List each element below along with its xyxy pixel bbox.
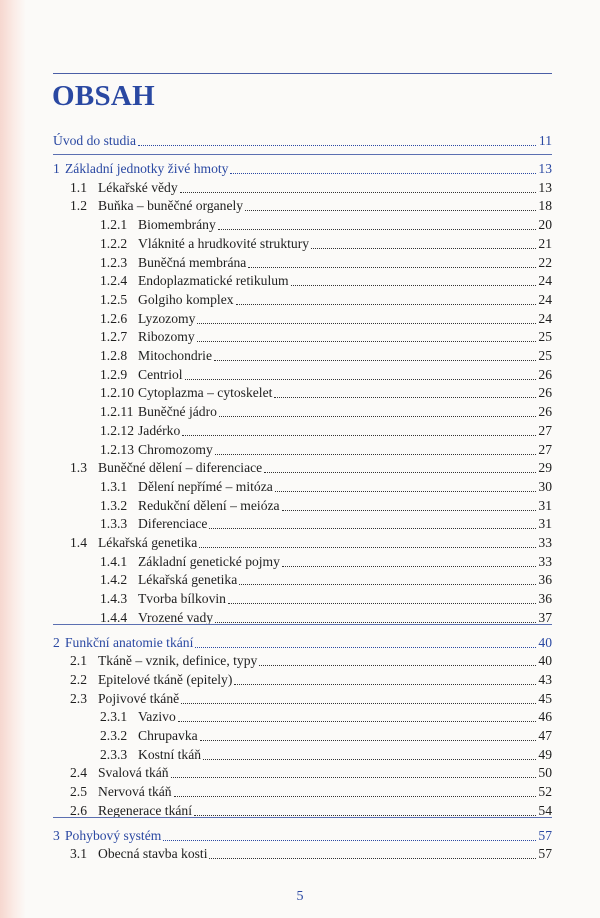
entry-number: 1.4 [70,535,87,550]
dot-leader [180,192,536,193]
entry-page: 27 [538,441,552,457]
entry-number: 2.3.2 [100,728,128,743]
entry-title: Biomembrány [138,217,216,233]
dot-leader [274,397,536,398]
dot-leader [275,491,536,492]
entry-number: 2.1 [70,653,87,669]
toc-subsection[interactable] [100,235,552,252]
entry-title: Základní jednotky živé hmoty [65,161,229,176]
dot-leader [182,435,536,436]
toc-section[interactable] [70,652,552,669]
dot-leader [171,777,536,778]
dot-leader [236,304,536,305]
entry-title: Golgiho komplex [138,291,234,307]
entry-page: 27 [538,422,552,438]
entry-page: 57 [538,846,552,862]
toc-subsection[interactable] [100,254,552,271]
section-divider [53,817,552,818]
toc-section[interactable] [70,764,552,781]
toc-section[interactable] [70,459,552,476]
dot-leader [215,454,536,455]
entry-title: Diferenciace [138,516,208,532]
entry-number: 2.5 [70,784,87,800]
dot-leader [174,796,536,797]
dot-leader [245,210,536,211]
dot-leader [199,547,536,548]
toc-subsection[interactable] [100,384,552,401]
toc-subsection[interactable] [100,571,552,588]
section-divider [53,624,552,625]
entry-page: 49 [538,746,552,762]
entry-page: 29 [538,460,552,476]
entry-page: 40 [538,653,552,669]
section-divider [53,154,552,155]
toc-subsection[interactable] [100,708,552,725]
entry-page: 26 [538,404,552,420]
toc-subsection[interactable] [100,310,552,327]
dot-leader [239,584,536,585]
toc-section[interactable] [70,783,552,800]
entry-number: 1.2.1 [100,217,128,233]
dot-leader [230,173,536,174]
entry-title: Buněčná membrána [138,254,247,270]
entry-page: 40 [538,634,552,650]
entry-number: 1.2.5 [100,291,128,307]
entry-page: 13 [538,179,552,195]
entry-title: Centriol [138,366,183,382]
entry-number: 1.3.3 [100,516,128,532]
toc-section[interactable] [70,179,552,196]
entry-title: Chrupavka [138,728,198,743]
entry-title: Pohybový systém [65,827,162,843]
toc-subsection[interactable] [100,422,552,439]
toc-subsection[interactable] [100,328,552,345]
entry-page: 43 [538,671,552,687]
entry-page: 36 [538,572,552,588]
entry-page: 24 [538,273,552,289]
dot-leader [282,566,536,567]
entry-page: 20 [538,217,552,233]
toc-chapter[interactable] [53,827,552,844]
dot-leader [209,858,536,859]
dot-leader [138,145,536,146]
entry-number: 2.6 [70,802,87,818]
entry-title: Kostní tkáň [138,746,202,762]
toc-subsection[interactable] [100,497,552,514]
entry-title: Vrozené vady [138,609,214,625]
entry-page: 18 [538,198,552,214]
entry-number: 1.2.8 [100,348,128,363]
entry-page: 33 [538,553,552,569]
dot-leader [248,267,536,268]
entry-number: 1.2.4 [100,273,128,289]
toc-subsection[interactable] [100,553,552,570]
entry-number: 1.4.3 [100,591,128,607]
toc-subsection[interactable] [100,727,552,744]
entry-page: 57 [538,827,552,843]
entry-page: 24 [538,310,552,326]
toc-chapter[interactable] [53,160,552,177]
entry-title: Lékařská genetika [98,535,198,550]
entry-page: 37 [538,609,552,625]
entry-number: 1.2.6 [100,310,128,326]
entry-page: 31 [538,497,552,513]
entry-title: Ribozomy [138,329,195,345]
toc-entry-intro[interactable] [53,132,552,149]
entry-page: 30 [538,478,552,494]
toc-subsection[interactable] [100,366,552,383]
entry-title: Lyzozomy [138,310,196,326]
dot-leader [185,379,536,380]
entry-number: 1 [53,161,60,176]
entry-title: Redukční dělení – meióza [138,497,280,513]
entry-title: Svalová tkáň [98,765,169,781]
entry-page: 50 [538,765,552,781]
entry-page: 45 [538,690,552,706]
entry-page: 11 [538,133,552,148]
dot-leader [163,840,536,841]
entry-title: Regenerace tkání [98,802,192,818]
toc-subsection[interactable] [100,403,552,420]
entry-title: Úvod do studia [53,133,137,148]
entry-page: 21 [538,235,552,251]
dot-leader [228,603,536,604]
entry-number: 2.2 [70,671,87,687]
entry-number: 1.2.12 [100,422,134,438]
entry-title: Cytoplazma – cytoskelet [138,385,273,401]
page-edge-tint [0,0,26,918]
entry-number: 2.3 [70,690,87,706]
dot-leader [291,285,536,286]
entry-title: Endoplazmatické retikulum [138,273,289,289]
page-title: OBSAH [52,80,156,112]
entry-number: 1.2.3 [100,254,128,270]
dot-leader [264,472,536,473]
toc-subsection[interactable] [100,746,552,763]
entry-number: 1.2.13 [100,441,134,457]
toc-section[interactable] [70,534,552,551]
entry-title: Obecná stavba kosti [98,846,208,862]
entry-page: 25 [538,329,552,345]
entry-page: 46 [538,709,552,725]
toc-section[interactable] [70,671,552,688]
entry-number: 1.4.4 [100,609,128,625]
toc-chapter[interactable] [53,634,552,651]
header-rule [53,73,552,74]
dot-leader [282,510,536,511]
entry-page: 33 [538,535,552,550]
toc-subsection[interactable] [100,347,552,364]
entry-page: 47 [538,728,552,743]
entry-title: Lékařské vědy [98,179,178,195]
dot-leader [195,647,536,648]
entry-title: Vazivo [138,709,176,725]
entry-number: 1.2 [70,198,87,214]
entry-title: Funkční anatomie tkání [65,634,194,650]
dot-leader [200,740,536,741]
entry-number: 1.2.9 [100,366,128,382]
toc-subsection[interactable] [100,272,552,289]
toc-section[interactable] [70,197,552,214]
dot-leader [197,323,536,324]
entry-title: Základní genetické pojmy [138,553,280,569]
entry-title: Tkáně – vznik, definice, typy [98,653,258,669]
dot-leader [219,416,536,417]
entry-title: Vláknité a hrudkovité struktury [138,235,310,251]
entry-title: Nervová tkáň [98,784,172,800]
entry-page: 26 [538,366,552,382]
entry-number: 1.3 [70,460,87,476]
entry-title: Chromozomy [138,441,213,457]
toc-subsection[interactable] [100,515,552,532]
dot-leader [259,665,536,666]
dot-leader [181,703,536,704]
entry-page: 36 [538,591,552,607]
entry-page: 54 [538,802,552,818]
entry-page: 31 [538,516,552,532]
entry-number: 1.3.2 [100,497,128,513]
page-number: 5 [296,889,304,904]
dot-leader [311,248,536,249]
dot-leader [178,721,536,722]
entry-title: Epitelové tkáně (epitely) [98,671,233,687]
dot-leader [197,341,536,342]
entry-number: 2 [53,634,60,650]
entry-title: Buňka – buněčné organely [98,198,244,214]
entry-number: 1.2.7 [100,329,128,345]
entry-title: Mitochondrie [138,348,212,363]
dot-leader [209,528,536,529]
entry-number: 1.4.1 [100,553,128,569]
toc-subsection[interactable] [100,216,552,233]
entry-page: 24 [538,291,552,307]
dot-leader [218,229,536,230]
toc-subsection[interactable] [100,590,552,607]
entry-title: Dělení nepřímé – mitóza [138,478,273,494]
toc-section[interactable] [70,845,552,862]
entry-page: 26 [538,385,552,401]
toc-section[interactable] [70,690,552,707]
entry-page: 13 [538,161,552,176]
toc-subsection[interactable] [100,478,552,495]
entry-number: 1.2.2 [100,235,128,251]
entry-number: 3 [53,827,60,843]
entry-number: 1.3.1 [100,478,128,494]
entry-title: Buněčné jádro [138,404,217,420]
dot-leader [214,360,536,361]
entry-title: Lékařská genetika [138,572,238,588]
entry-title: Tvorba bílkovin [138,591,226,607]
dot-leader [234,684,536,685]
entry-number: 1.2.11 [100,404,134,420]
entry-number: 1.1 [70,179,87,195]
entry-number: 1.4.2 [100,572,128,588]
entry-number: 2.3.3 [100,746,128,762]
entry-title: Pojivové tkáně [98,690,180,706]
toc-subsection[interactable] [100,441,552,458]
entry-title: Jadérko [138,422,181,438]
entry-page: 52 [538,784,552,800]
toc-subsection[interactable] [100,291,552,308]
entry-number: 2.4 [70,765,87,781]
entry-number: 3.1 [70,846,87,862]
entry-page: 22 [538,254,552,270]
entry-number: 2.3.1 [100,709,128,725]
entry-page: 25 [538,348,552,363]
entry-number: 1.2.10 [100,385,134,401]
dot-leader [203,759,536,760]
entry-title: Buněčné dělení – diferenciace [98,460,263,476]
